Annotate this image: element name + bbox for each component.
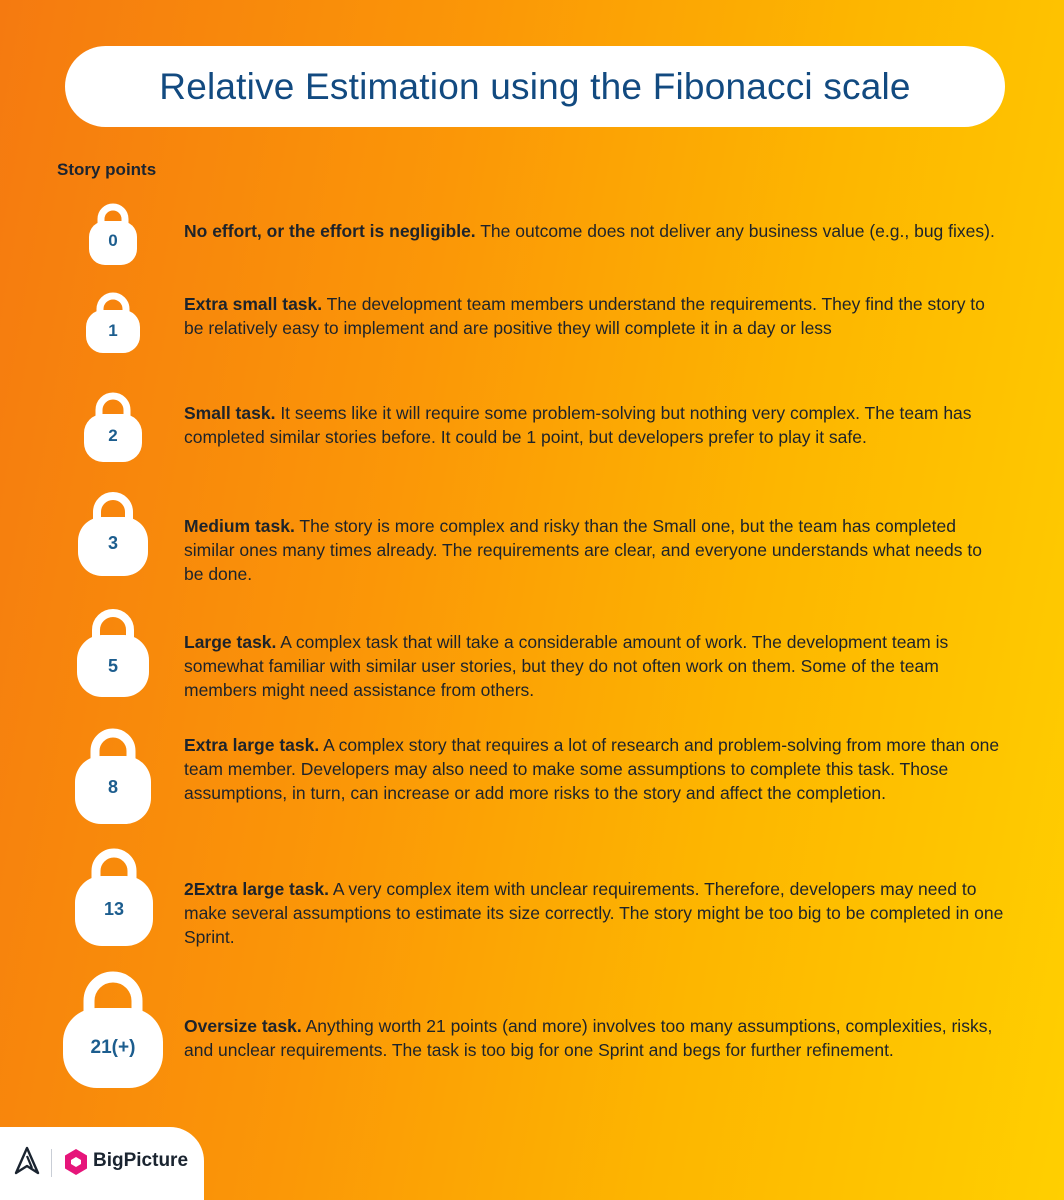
brand-logo-card	[0, 1127, 204, 1200]
story-point-description	[184, 630, 1004, 702]
page-title: Relative Estimation using the Fibonacci scale	[159, 65, 911, 107]
points-value: 0	[108, 231, 118, 250]
story-point-description	[184, 219, 1004, 243]
description-text: A very complex item with unclear requirements. Therefore, developers may need to make several assumptions to estimate its size correctly. The story might be too big to be completed in one Sprint.	[184, 879, 1004, 947]
story-point-description	[184, 401, 1004, 449]
kettlebell-icon	[74, 723, 152, 824]
description-text: The development team members understand the requirements. They find the story to be relatively easy to implement and are positive they will complete it in a day or less	[184, 294, 985, 338]
points-value: 5	[107, 656, 118, 676]
description-heading: Medium task.	[184, 516, 295, 536]
description-heading: Large task.	[184, 632, 277, 652]
description-heading: Small task.	[184, 403, 276, 423]
kettlebell-icon	[62, 968, 164, 1088]
description-text: The story is more complex and risky than the Small one, but the team has completed similar ones many times already. The requirements are clear, and everyone understands what needs to be done.	[184, 516, 982, 584]
description-heading: No effort, or the effort is negligible.	[184, 221, 476, 241]
points-value: 13	[103, 899, 125, 919]
description-text: A complex story that requires a lot of research and problem-solving from more than one team member. Developers may also need to make some assumptions to complete this task. Those assumptions, in turn, can increase or add more risks to the story and affect the completion.	[184, 735, 1000, 803]
kettlebell-icon	[87, 199, 139, 265]
kettlebell-icon	[85, 289, 141, 353]
kettlebell-icon	[83, 389, 143, 462]
logo-divider	[51, 1149, 52, 1177]
description-text: Anything worth 21 points (and more) involves too many assumptions, complexities, risks, and unclear requirements. The task is too big for one Sprint and begs for further refinement.	[184, 1016, 993, 1060]
story-point-description	[184, 877, 1004, 949]
points-value: 1	[108, 321, 118, 340]
appfire-logo-icon	[14, 1146, 40, 1181]
story-point-description	[184, 1014, 1004, 1062]
brand-name: BigPicture	[93, 1150, 189, 1171]
points-value: 8	[107, 777, 118, 797]
description-heading: Oversize task.	[184, 1016, 302, 1036]
story-point-description	[184, 514, 1004, 586]
description-text: It seems like it will require some problem-solving but nothing very complex. The team has completed similar stories before. It could be 1 point, but developers prefer to play it safe.	[184, 403, 972, 447]
description-heading: 2Extra large task.	[184, 879, 329, 899]
description-text: The outcome does not deliver any business value (e.g., bug fixes).	[475, 221, 995, 241]
points-value: 21(+)	[90, 1037, 136, 1058]
kettlebell-icon	[76, 604, 150, 697]
section-label: Story points	[57, 160, 157, 179]
description-heading: Extra large task.	[184, 735, 320, 755]
description-text: A complex task that will take a considerable amount of work. The development team is somewhat familiar with similar user stories, but they do not often work on them. Some of the team members might need assistance from others.	[184, 632, 949, 700]
story-point-description	[184, 292, 1004, 340]
story-point-description	[184, 733, 1004, 805]
kettlebell-icon	[77, 487, 149, 576]
points-value: 3	[107, 533, 118, 553]
bigpicture-logo-icon	[63, 1148, 89, 1181]
points-value: 2	[108, 426, 118, 445]
description-heading: Extra small task.	[184, 294, 323, 314]
title-banner	[65, 46, 1005, 127]
kettlebell-icon	[74, 842, 154, 946]
